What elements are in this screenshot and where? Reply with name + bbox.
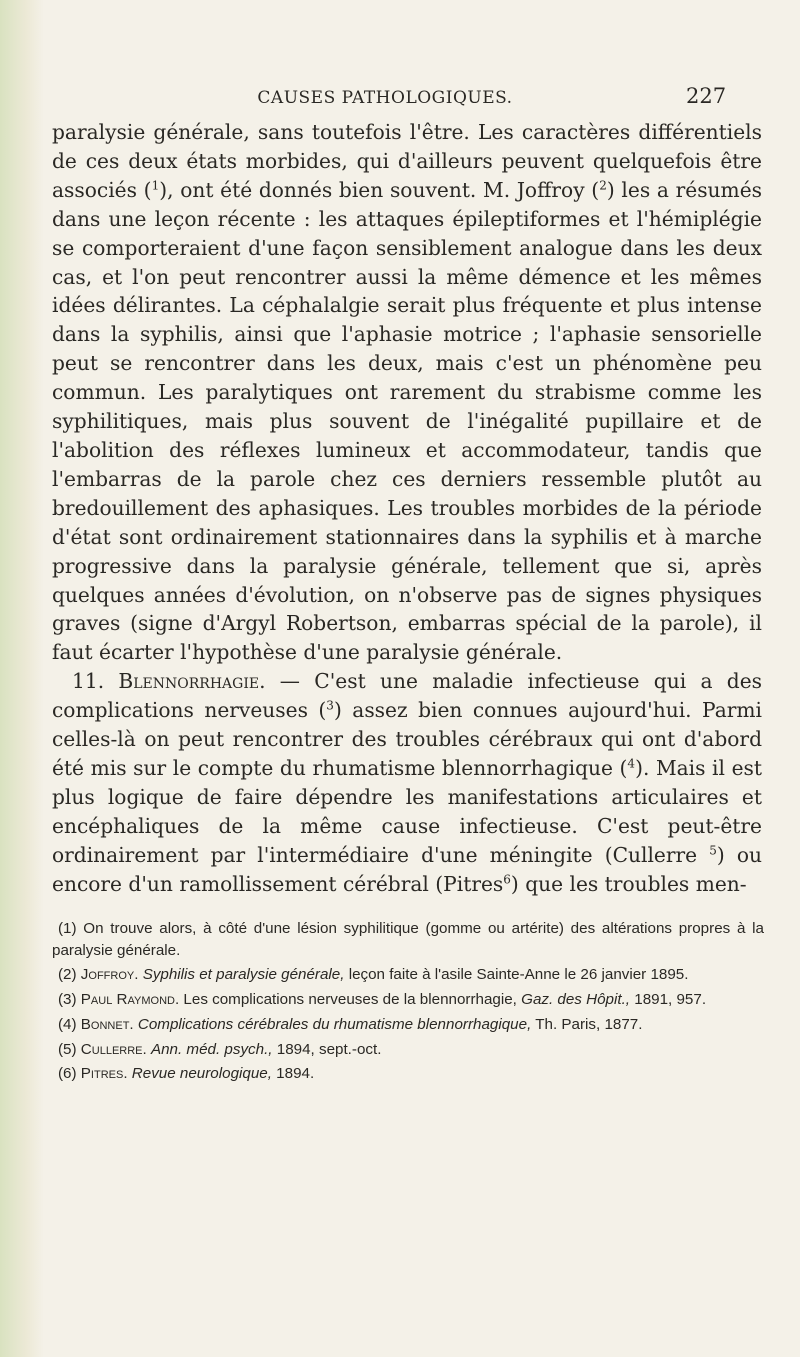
- footnote-1: (1) On trouve alors, à côté d'une lésion syphilitique (gomme ou artérite) des altérations propres à la paralysie générale.: [52, 920, 764, 959]
- section-number: 11.: [72, 669, 105, 694]
- footnote-ref-2[interactable]: 2: [599, 178, 607, 193]
- paragraph-syphilis: paralysie générale, sans toutefois l'être. Les caractères différentiels de ces deux états morbides, qui d'ailleurs peuvent quelquefois être associés ($^1$), ont été donnés bien souvent. M. Joffroy ($^2$) les a résumés dans une leçon récente : les attaques épileptiformes et l'hémiplégie se comporteraient d'une façon sensiblement analogue dans les deux cas, et l'on peut rencontrer aussi la même démence et les mêmes idées délirantes. La céphalalgie serait plus fréquente et plus intense dans la syphilis, ainsi que l'aphasie motrice ; l'aphasie sensorielle peut se rencontrer dans les deux, mais c'est un phénomène peu commun. Les paralytiques ont rarement du strabisme comme les syphilitiques, mais plus souvent de l'inégalité pupillaire et de l'abolition des réflexes lumineux et accommodateur, tandis que l'embarras de la parole chez ces derniers ressemble plutôt au bredouillement des aphasiques. Les troubles morbides de la période d'état sont ordinairement stationnaires dans la syphilis et à marche progressive dans la paralysie générale, tellement que si, après quelques années d'évolution, on n'observe pas de signes physiques graves (signe d'Argyl Robertson, embarras spécial de la parole), il faut écarter l'hypothèse d'une paralysie générale.: [52, 120, 763, 665]
- main-text: [52, 118, 762, 898]
- footnote-ref-6[interactable]: 6: [503, 871, 511, 886]
- footnote-5: (5) Cullerre. Ann. méd. psych., 1894, sept.-oct.: [58, 1040, 382, 1058]
- page-edge-shadow: [0, 0, 44, 1357]
- footnote-2: (2) Joffroy. Syphilis et paralysie générale, leçon faite à l'asile Sainte-Anne le 26 janvier 1895.: [58, 966, 689, 984]
- footnote-ref-3[interactable]: 3: [326, 698, 334, 713]
- footnote-ref-4[interactable]: 4: [627, 756, 636, 771]
- footnote-3: (3) Paul Raymond. Les complications nerveuses de la blennorrhagie, Gaz. des Hôpit., 1891, 957.: [58, 991, 707, 1009]
- section-heading: Blennorrhagie.: [118, 669, 266, 694]
- footnotes: [52, 918, 764, 1088]
- footnote-ref-1[interactable]: 1: [151, 178, 160, 193]
- footnote-4: (4) Bonnet. Complications cérébrales du rhumatisme blennorrhagique, Th. Paris, 1877.: [58, 1015, 643, 1033]
- footnote-ref-5[interactable]: 5: [709, 842, 717, 857]
- page-number: 227: [686, 84, 727, 108]
- running-head: CAUSES PATHOLOGIQUES.: [257, 88, 513, 108]
- paragraph-blennorrhagie: 11. Blennorrhagie. — C'est une maladie infectieuse qui a des complications nerveuses ($^3$) assez bien connues aujourd'hui. Parmi celles-là on peut rencontrer des troubles cérébraux qui ont d'abord été mis sur le compte du rhumatisme blennorrhagique ($^4$). Mais il est plus logique de faire dépendre les manifestations articulaires et encéphaliques de la même cause infectieuse. C'est peut-être ordinairement par l'intermédiaire d'une méningite (Cullerre $^5$) ou encore d'un ramollissement cérébral (Pitres$^6$) que les troubles men-: [52, 669, 762, 896]
- footnote-6: (6) Pitres. Revue neurologique, 1894.: [58, 1065, 315, 1083]
